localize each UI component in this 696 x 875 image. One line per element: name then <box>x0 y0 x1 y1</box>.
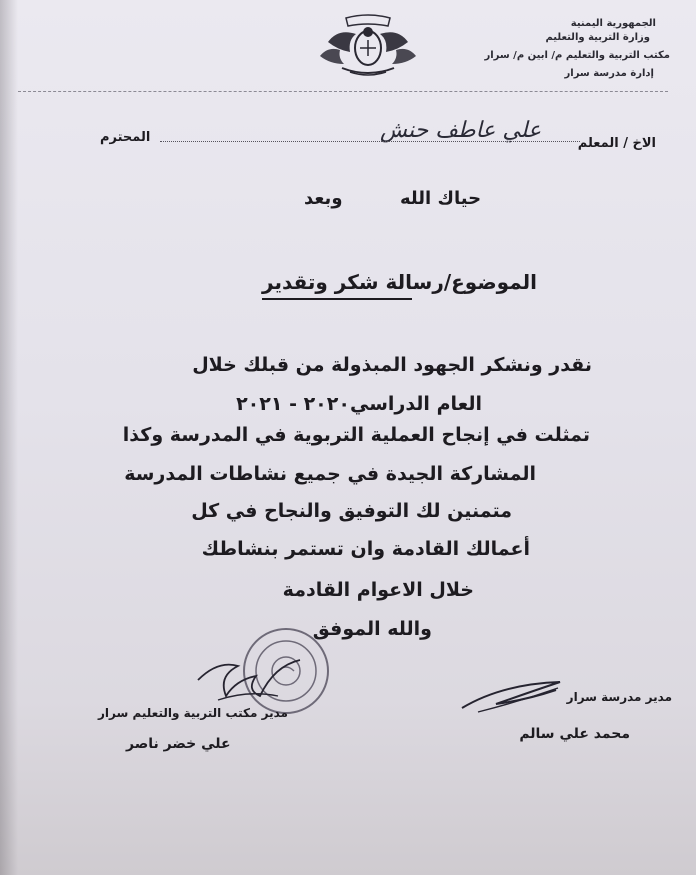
body-line-8: والله الموفق <box>312 618 432 640</box>
left-signature-mark <box>188 640 308 710</box>
header-school: إدارة مدرسة سرار <box>564 68 654 79</box>
right-signature-mark <box>458 672 568 716</box>
right-signatory-name: محمد علي سالم <box>519 726 630 742</box>
header-country: الجمهورية اليمنية <box>570 18 656 29</box>
body-line-5: متمنين لك التوفيق والنجاح في كل <box>191 500 512 522</box>
page-shadow <box>0 0 18 875</box>
right-signatory-title: مدير مدرسة سرار <box>566 690 672 704</box>
eagle-emblem-icon <box>316 12 420 78</box>
left-signatory-name: علي خضر ناصر <box>126 736 231 752</box>
addressee-suffix: المحترم <box>100 130 151 145</box>
body-line-2: العام الدراسي٢٠٢٠ - ٢٠٢١ <box>236 393 482 415</box>
greeting-wabaad: وبعد <box>304 188 343 209</box>
body-line-4: المشاركة الجيدة في جميع نشاطات المدرسة <box>124 463 536 485</box>
addressee-prefix: الاخ / المعلم <box>577 136 656 151</box>
subject-underline <box>262 298 412 300</box>
subject-line: الموضوع/رسالة شكر وتقدير <box>262 270 537 294</box>
addressee-dotted-line <box>160 141 580 142</box>
body-line-1: نقدر ونشكر الجهود المبذولة من قبلك خلال <box>192 354 592 376</box>
body-line-7: خلال الاعوام القادمة <box>282 579 474 601</box>
greeting-hayyak: حياك الله <box>400 188 482 209</box>
header-divider <box>18 91 668 92</box>
header-ministry: وزارة التربية والتعليم <box>545 32 650 43</box>
body-line-6: أعمالك القادمة وان تستمر بنشاطك <box>201 538 530 560</box>
body-line-3: تمثلت في إنجاح العملية التربوية في المدرسة وكذا <box>122 424 590 446</box>
header-office: مكتب التربية والتعليم م/ ابين م/ سرار <box>484 50 670 61</box>
addressee-name: علي عاطف حنش <box>380 118 542 143</box>
left-signatory-title: مدير مكتب التربية والتعليم سرار <box>98 706 288 720</box>
